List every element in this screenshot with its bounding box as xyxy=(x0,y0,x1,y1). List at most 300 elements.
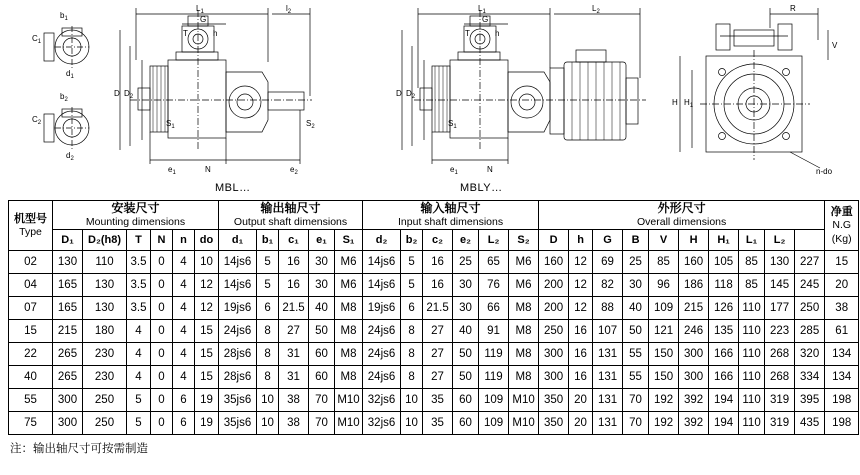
svg-text:V: V xyxy=(832,41,838,50)
cell-value: 88 xyxy=(593,297,623,320)
header-group-input-cn: 输入轴尺寸 xyxy=(420,201,481,215)
cell-value: 165 xyxy=(53,274,83,297)
cell-value: 5 xyxy=(257,251,279,274)
cell-value: 24js6 xyxy=(363,343,401,366)
table-row xyxy=(9,320,859,343)
cell-value: 16 xyxy=(569,366,593,389)
column-header: N xyxy=(151,230,173,251)
cell-value: 230 xyxy=(83,343,127,366)
cell-value: 70 xyxy=(623,412,649,435)
cell-value: 27 xyxy=(279,320,309,343)
cell-value: 15 xyxy=(195,343,219,366)
cell-value: 319 xyxy=(765,412,795,435)
cell-value: 105 xyxy=(709,251,739,274)
cell-value: 192 xyxy=(649,389,679,412)
svg-text:L2: $L_2$ xyxy=(592,4,600,15)
column-header: H₁ xyxy=(709,230,739,251)
cell-value: 186 xyxy=(679,274,709,297)
column-header: D xyxy=(539,230,569,251)
cell-value: 12 xyxy=(569,274,593,297)
svg-text:R: R xyxy=(790,4,796,13)
cell-value: 12 xyxy=(195,274,219,297)
table-row xyxy=(9,366,859,389)
cell-value: 4 xyxy=(173,251,195,274)
cell-weight: 20 xyxy=(825,274,859,297)
header-type-cn: 机型号 xyxy=(14,212,47,225)
cell-value: 110 xyxy=(83,251,127,274)
cell-value: 5 xyxy=(401,251,423,274)
drawing-front-view xyxy=(660,0,860,180)
header-group-output-en: Output shaft dimensions xyxy=(233,216,348,228)
cell-value: M6 xyxy=(509,274,539,297)
cell-value: 30 xyxy=(309,251,335,274)
cell-value: 55 xyxy=(623,343,649,366)
cell-value: 319 xyxy=(765,389,795,412)
cell-value: 14js6 xyxy=(363,251,401,274)
cell-value: 150 xyxy=(649,343,679,366)
cell-value: 300 xyxy=(679,343,709,366)
header-group-input xyxy=(363,201,539,230)
cell-value: 5 xyxy=(401,274,423,297)
cell-value: 30 xyxy=(453,274,479,297)
cell-type: 07 xyxy=(9,297,53,320)
cell-value: 65 xyxy=(479,251,509,274)
svg-text:b2: $b_2$ xyxy=(60,92,68,103)
cell-value: 28js6 xyxy=(219,366,257,389)
cell-value: 40 xyxy=(309,297,335,320)
cell-value: 110 xyxy=(739,343,765,366)
cell-value: 12 xyxy=(569,251,593,274)
cell-value: 8 xyxy=(401,366,423,389)
cell-type: 15 xyxy=(9,320,53,343)
cell-value: 300 xyxy=(53,412,83,435)
cell-weight: 38 xyxy=(825,297,859,320)
cell-value: 14js6 xyxy=(219,274,257,297)
svg-text:H: H xyxy=(672,98,678,107)
cell-value: 131 xyxy=(593,366,623,389)
header-group-mounting xyxy=(53,201,219,230)
cell-value: 70 xyxy=(309,389,335,412)
svg-text:e2: $e_2$ xyxy=(290,165,298,176)
svg-text:b1: $b_1$ xyxy=(60,11,68,22)
svg-text:G: G xyxy=(482,15,489,24)
header-group-input-en: Input shaft dimensions xyxy=(398,216,504,228)
cell-weight: 198 xyxy=(825,389,859,412)
cell-value: 126 xyxy=(709,297,739,320)
cell-value: 19 xyxy=(195,412,219,435)
column-header: S₂ xyxy=(509,230,539,251)
svg-text:C1: $C_1$ xyxy=(32,34,42,45)
cell-value: 245 xyxy=(795,274,825,297)
cell-value: 0 xyxy=(151,274,173,297)
cell-type: 55 xyxy=(9,389,53,412)
cell-value: 5 xyxy=(127,389,151,412)
cell-value: 109 xyxy=(649,297,679,320)
footnote: 注：输出轴尺寸可按需制造 xyxy=(10,443,148,456)
cell-value: M8 xyxy=(335,343,363,366)
cell-value: 35 xyxy=(423,412,453,435)
cell-value: 55 xyxy=(623,366,649,389)
cell-value: 334 xyxy=(795,366,825,389)
cell-weight: 61 xyxy=(825,320,859,343)
cell-value: 107 xyxy=(593,320,623,343)
svg-text:e1: $e_1$ xyxy=(450,165,458,176)
drawing-mbl xyxy=(0,0,330,180)
caption-mbl: MBL… xyxy=(215,182,251,194)
cell-value: 35js6 xyxy=(219,412,257,435)
svg-text:L1: $L_1$ xyxy=(478,4,486,15)
cell-value: 30 xyxy=(623,274,649,297)
cell-value: 32js6 xyxy=(363,389,401,412)
header-weight xyxy=(825,201,859,251)
cell-value: 230 xyxy=(83,366,127,389)
cell-value: 60 xyxy=(309,366,335,389)
cell-value: 119 xyxy=(479,343,509,366)
svg-text:n-do: n-do xyxy=(816,167,833,176)
header-type-en: Type xyxy=(19,225,42,238)
cell-value: 250 xyxy=(83,412,127,435)
cell-value: 38 xyxy=(279,389,309,412)
cell-value: 69 xyxy=(593,251,623,274)
column-header: S₁ xyxy=(335,230,363,251)
cell-value: 109 xyxy=(479,389,509,412)
cell-value: 131 xyxy=(593,389,623,412)
cell-value: 70 xyxy=(309,412,335,435)
cell-value: 14js6 xyxy=(219,251,257,274)
svg-text:d1: $d_1$ xyxy=(66,69,74,80)
column-header: D₂(h8) xyxy=(83,230,127,251)
cell-value: 12 xyxy=(569,297,593,320)
cell-value: 10 xyxy=(401,389,423,412)
cell-value: M10 xyxy=(509,412,539,435)
cell-value: 4 xyxy=(173,274,195,297)
drawings-area xyxy=(0,0,860,200)
svg-text:D2: $D_2$ xyxy=(124,89,134,100)
cell-value: M10 xyxy=(509,389,539,412)
cell-value: 16 xyxy=(569,343,593,366)
column-header: B xyxy=(623,230,649,251)
cell-type: 40 xyxy=(9,366,53,389)
cell-value: 0 xyxy=(151,366,173,389)
cell-value: 27 xyxy=(423,320,453,343)
cell-weight: 134 xyxy=(825,366,859,389)
cell-value: 250 xyxy=(539,320,569,343)
cell-value: 160 xyxy=(679,251,709,274)
cell-value: 91 xyxy=(479,320,509,343)
svg-text:S2: $S_2$ xyxy=(306,119,315,130)
cell-value: 0 xyxy=(151,251,173,274)
cell-value: 268 xyxy=(765,366,795,389)
cell-value: 223 xyxy=(765,320,795,343)
cell-value: M8 xyxy=(509,343,539,366)
cell-value: 40 xyxy=(453,320,479,343)
cell-type: 22 xyxy=(9,343,53,366)
cell-value: 27 xyxy=(423,366,453,389)
cell-value: 10 xyxy=(257,412,279,435)
cell-value: M8 xyxy=(509,366,539,389)
cell-value: 3.5 xyxy=(127,251,151,274)
cell-value: 12 xyxy=(195,297,219,320)
cell-value: 166 xyxy=(709,366,739,389)
cell-value: M10 xyxy=(335,412,363,435)
cell-value: 215 xyxy=(53,320,83,343)
cell-value: 177 xyxy=(765,297,795,320)
cell-value: 24js6 xyxy=(363,366,401,389)
cell-value: 50 xyxy=(623,320,649,343)
cell-value: 30 xyxy=(453,297,479,320)
table-row xyxy=(9,274,859,297)
cell-type: 02 xyxy=(9,251,53,274)
cell-value: 4 xyxy=(173,343,195,366)
cell-value: 110 xyxy=(739,389,765,412)
cell-value: 16 xyxy=(279,274,309,297)
cell-value: 300 xyxy=(539,343,569,366)
cell-value: 19js6 xyxy=(363,297,401,320)
cell-value: 350 xyxy=(539,412,569,435)
cell-value: 268 xyxy=(765,343,795,366)
cell-value: 4 xyxy=(173,366,195,389)
cell-value: 131 xyxy=(593,412,623,435)
svg-text:T: T xyxy=(183,29,188,38)
column-header: D₁ xyxy=(53,230,83,251)
cell-weight: 198 xyxy=(825,412,859,435)
cell-value: 16 xyxy=(423,251,453,274)
cell-value: 166 xyxy=(709,343,739,366)
column-header: V xyxy=(649,230,679,251)
cell-value: 6 xyxy=(173,412,195,435)
svg-text:C2: $C_2$ xyxy=(32,115,42,126)
cell-value: 24js6 xyxy=(219,320,257,343)
table-row xyxy=(9,389,859,412)
header-group-overall-en: Overall dimensions xyxy=(636,216,727,228)
cell-value: 131 xyxy=(593,343,623,366)
cell-value: 85 xyxy=(649,251,679,274)
cell-value: 110 xyxy=(739,412,765,435)
cell-value: 130 xyxy=(83,274,127,297)
cell-value: 50 xyxy=(453,366,479,389)
cell-value: 32js6 xyxy=(363,412,401,435)
cell-value: 16 xyxy=(569,320,593,343)
cell-value: 200 xyxy=(539,274,569,297)
cell-value: 200 xyxy=(539,297,569,320)
cell-value: 70 xyxy=(623,389,649,412)
table-row xyxy=(9,412,859,435)
cell-value: 392 xyxy=(679,389,709,412)
cell-value: 6 xyxy=(257,297,279,320)
svg-text:N: N xyxy=(487,165,493,174)
cell-value: M10 xyxy=(335,389,363,412)
cell-value: 300 xyxy=(539,366,569,389)
table-row xyxy=(9,297,859,320)
cell-value: 66 xyxy=(479,297,509,320)
cell-value: 395 xyxy=(795,389,825,412)
header-group-mounting-en: Mounting dimensions xyxy=(85,216,186,228)
cell-value: 85 xyxy=(739,274,765,297)
cell-value: 121 xyxy=(649,320,679,343)
table-row xyxy=(9,251,859,274)
cell-value: 31 xyxy=(279,366,309,389)
cell-value: 50 xyxy=(453,343,479,366)
column-header: e₂ xyxy=(453,230,479,251)
cell-value: 0 xyxy=(151,320,173,343)
header-group-output xyxy=(219,201,363,230)
cell-value: 250 xyxy=(83,389,127,412)
cell-value: 25 xyxy=(623,251,649,274)
cell-value: 150 xyxy=(649,366,679,389)
cell-value: 8 xyxy=(257,366,279,389)
svg-text:T: T xyxy=(465,29,470,38)
cell-value: 215 xyxy=(679,297,709,320)
cell-value: 135 xyxy=(709,320,739,343)
cell-value: 50 xyxy=(309,320,335,343)
column-header: c₁ xyxy=(279,230,309,251)
header-type xyxy=(9,201,53,251)
cell-value: 28js6 xyxy=(219,343,257,366)
cell-value: M8 xyxy=(509,297,539,320)
column-header-row xyxy=(9,230,859,251)
cell-value: 19js6 xyxy=(219,297,257,320)
cell-value: M8 xyxy=(335,297,363,320)
cell-value: 60 xyxy=(453,389,479,412)
cell-value: 110 xyxy=(739,320,765,343)
column-header: H xyxy=(679,230,709,251)
cell-value: 19 xyxy=(195,389,219,412)
header-group-mounting-cn: 安装尺寸 xyxy=(111,201,160,215)
cell-value: 15 xyxy=(195,366,219,389)
svg-text:H1: $H_1$ xyxy=(684,98,694,109)
cell-value: 8 xyxy=(257,320,279,343)
cell-value: 10 xyxy=(257,389,279,412)
cell-value: M8 xyxy=(335,320,363,343)
cell-weight: 15 xyxy=(825,251,859,274)
cell-value: 35 xyxy=(423,389,453,412)
cell-value: 24js6 xyxy=(363,320,401,343)
cell-value: 160 xyxy=(539,251,569,274)
cell-value: 130 xyxy=(765,251,795,274)
cell-value: 8 xyxy=(401,320,423,343)
cell-value: 30 xyxy=(309,274,335,297)
cell-value: 31 xyxy=(279,343,309,366)
column-header: n xyxy=(173,230,195,251)
cell-value: 246 xyxy=(679,320,709,343)
table-row xyxy=(9,343,859,366)
cell-value: 300 xyxy=(53,389,83,412)
column-header: b₁ xyxy=(257,230,279,251)
svg-text:D2: $D_2$ xyxy=(406,89,416,100)
cell-value: 265 xyxy=(53,343,83,366)
cell-value: 10 xyxy=(195,251,219,274)
caption-mbly: MBLY… xyxy=(460,182,503,194)
cell-value: 5 xyxy=(257,274,279,297)
cell-value: 0 xyxy=(151,389,173,412)
svg-text:D: D xyxy=(396,89,402,98)
cell-value: 60 xyxy=(309,343,335,366)
cell-value: 300 xyxy=(679,366,709,389)
svg-text:S1: $S_1$ xyxy=(166,119,175,130)
header-group-overall-cn: 外形尺寸 xyxy=(657,201,706,215)
header-weight-unit: (Kg) xyxy=(831,232,852,245)
cell-value: 392 xyxy=(679,412,709,435)
dimensions-table xyxy=(8,200,859,435)
cell-type: 04 xyxy=(9,274,53,297)
cell-value: 3.5 xyxy=(127,274,151,297)
cell-value: 38 xyxy=(279,412,309,435)
cell-value: 82 xyxy=(593,274,623,297)
cell-value: M6 xyxy=(509,251,539,274)
svg-text:d2: $d_2$ xyxy=(66,151,74,162)
svg-text:D: D xyxy=(114,89,120,98)
cell-value: 4 xyxy=(127,343,151,366)
cell-value: M8 xyxy=(509,320,539,343)
cell-value: 20 xyxy=(569,412,593,435)
cell-value: 15 xyxy=(195,320,219,343)
svg-text:L1: $L_1$ xyxy=(196,4,204,15)
cell-value: 20 xyxy=(569,389,593,412)
cell-value: 85 xyxy=(739,251,765,274)
cell-value: 265 xyxy=(53,366,83,389)
cell-value: 285 xyxy=(795,320,825,343)
cell-value: 109 xyxy=(479,412,509,435)
column-header: L₂ xyxy=(479,230,509,251)
cell-value: 25 xyxy=(453,251,479,274)
column-header: c₂ xyxy=(423,230,453,251)
header-group-output-cn: 输出轴尺寸 xyxy=(260,201,321,215)
header-weight-cn: 净重 xyxy=(830,205,853,218)
cell-value: 5 xyxy=(127,412,151,435)
drawing-mbly xyxy=(330,0,660,180)
svg-text:h: h xyxy=(495,29,500,38)
cell-value: 21.5 xyxy=(279,297,309,320)
svg-text:l2: $l_2$ xyxy=(286,4,292,15)
column-header: T xyxy=(127,230,151,251)
cell-value: 27 xyxy=(423,343,453,366)
cell-value: 35js6 xyxy=(219,389,257,412)
cell-value: 194 xyxy=(709,389,739,412)
cell-value: 130 xyxy=(53,251,83,274)
cell-value: 8 xyxy=(401,343,423,366)
cell-value: 130 xyxy=(83,297,127,320)
cell-value: 145 xyxy=(765,274,795,297)
cell-value: 110 xyxy=(739,366,765,389)
cell-value: 194 xyxy=(709,412,739,435)
cell-value: 6 xyxy=(173,389,195,412)
column-header: b₂ xyxy=(401,230,423,251)
svg-text:S1: $S_1$ xyxy=(448,119,457,130)
cell-value: 0 xyxy=(151,412,173,435)
header-weight-en: N.G xyxy=(832,219,852,232)
cell-value: 435 xyxy=(795,412,825,435)
cell-value: 350 xyxy=(539,389,569,412)
cell-value: 76 xyxy=(479,274,509,297)
cell-value: 320 xyxy=(795,343,825,366)
cell-value: 119 xyxy=(479,366,509,389)
cell-value: 180 xyxy=(83,320,127,343)
cell-value: 21.5 xyxy=(423,297,453,320)
cell-value: 16 xyxy=(279,251,309,274)
header-group-overall xyxy=(539,201,825,230)
cell-value: 4 xyxy=(127,366,151,389)
cell-value: M8 xyxy=(335,366,363,389)
cell-value: 110 xyxy=(739,297,765,320)
cell-value: M6 xyxy=(335,251,363,274)
column-header: d₂ xyxy=(363,230,401,251)
column-header: do xyxy=(195,230,219,251)
cell-value: 4 xyxy=(127,320,151,343)
svg-text:h: h xyxy=(213,29,218,38)
cell-weight: 134 xyxy=(825,343,859,366)
column-header: h xyxy=(569,230,593,251)
cell-value: 96 xyxy=(649,274,679,297)
